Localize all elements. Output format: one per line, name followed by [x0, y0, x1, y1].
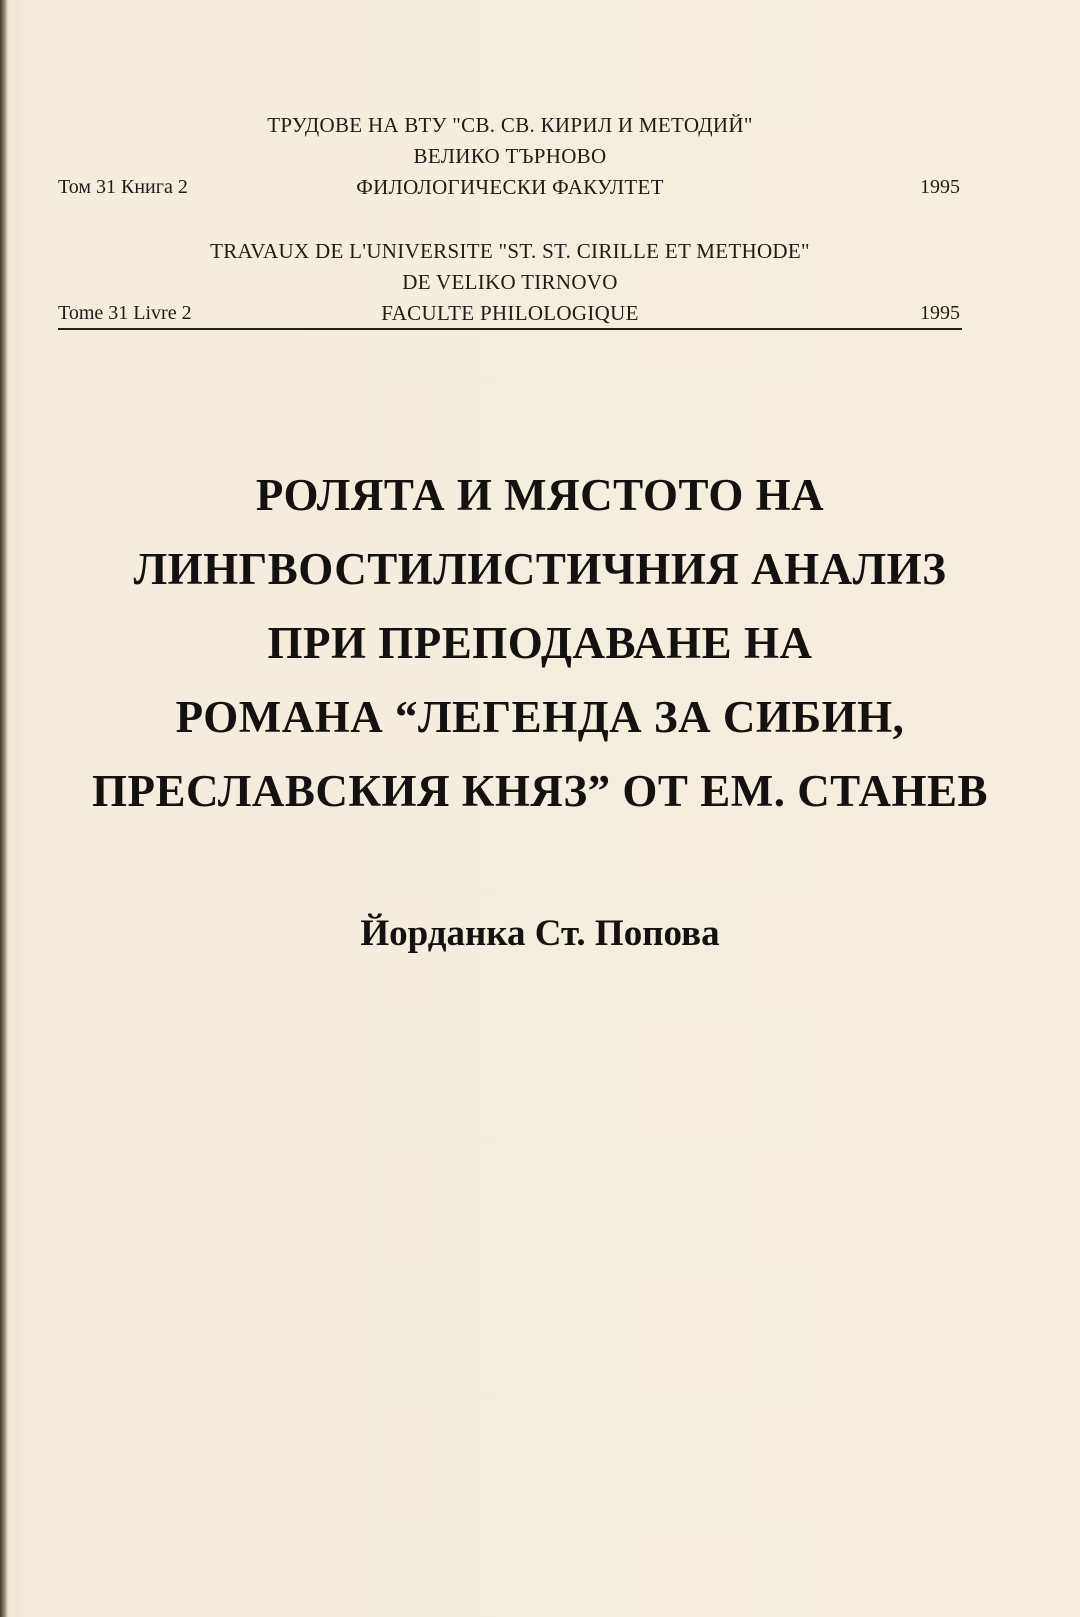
title-line-3: ПРИ ПРЕПОДАВАНЕ НА [267, 618, 813, 668]
journal-city-bg: ВЕЛИКО ТЪРНОВО [413, 144, 607, 168]
article-author: Йорданка Ст. Попова [360, 913, 720, 954]
title-line-5: ПРЕСЛАВСКИЯ КНЯЗ” ОТ ЕМ. СТАНЕВ [92, 766, 988, 816]
journal-header-bulgarian [58, 110, 962, 203]
title-line-4: РОМАНА “ЛЕГЕНДА ЗА СИБИН, [175, 692, 905, 742]
journal-name-bg: ТРУДОВЕ НА ВТУ "СВ. СВ. КИРИЛ И МЕТОДИЙ" [267, 113, 753, 137]
year-label-fr: 1995 [920, 302, 960, 324]
faculty-label-bg: ФИЛОЛОГИЧЕСКИ ФАКУЛТЕТ [356, 175, 664, 199]
volume-label-bg: Том 31 Книга 2 [58, 176, 188, 198]
faculty-label-fr: FACULTE PHILOLOGIQUE [381, 301, 639, 325]
page-spine-edge [0, 0, 8, 1617]
header-divider [58, 328, 962, 330]
journal-header-french [58, 236, 962, 329]
title-line-2: ЛИНГВОСТИЛИСТИЧНИЯ АНАЛИЗ [133, 544, 947, 594]
journal-meta-row-fr [58, 298, 962, 329]
journal-name-fr: TRAVAUX DE L'UNIVERSITE "ST. ST. CIRILLE ET METHODE" [210, 239, 810, 263]
volume-label-fr: Tome 31 Livre 2 [58, 302, 192, 324]
journal-meta-row-bg [58, 172, 962, 203]
title-line-1: РОЛЯТА И МЯСТОТО НА [255, 470, 825, 520]
article-title [40, 458, 1040, 828]
journal-city-fr: DE VELIKO TIRNOVO [402, 270, 618, 294]
year-label-bg: 1995 [920, 176, 960, 198]
